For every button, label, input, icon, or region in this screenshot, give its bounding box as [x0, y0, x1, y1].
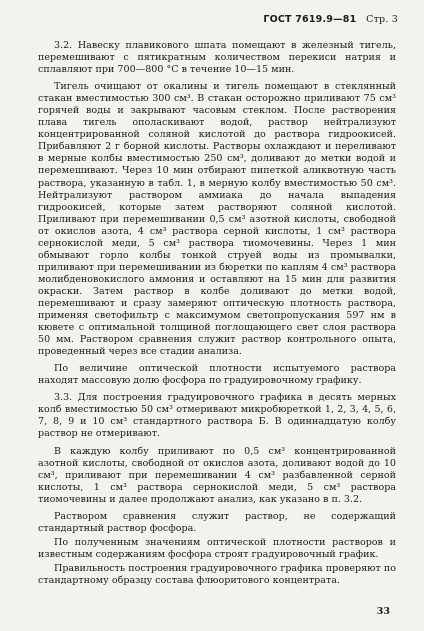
page-header	[263, 14, 398, 25]
paragraph-calibration-steps: В каждую колбу приливают по 0,5 см³ концентрированной азотной кислоты, свободной от окислов азота, доливают водой до 10 см³, приливают при перемешивании 4 см³ разбавленной серной кислоты, 1 см³ раствора сернокислой меди, 5 см³ раствора тиомочевины и далее продолжают анализ, как указано в п. 3.2.	[38, 445, 396, 505]
paragraph-3-2: 3.2. Навеску плавикового шпата помещают в железный тигель, перемешивают с пятикратным количеством перекиси натрия и сплавляют при 700—800 °С в течение 10—15 мин.	[38, 40, 396, 76]
paragraph-build-graph: По полученным значениям оптической плотности растворов и известным содержаниям фосфора строят градуировочный график.	[38, 536, 396, 560]
body-text	[38, 40, 396, 592]
standard-number: ГОСТ 7619.9—81	[263, 14, 357, 25]
paragraph-3-3: 3.3. Для построения градуировочного графика в десять мерных колб вместимостью 50 см³ отмеривают микробюреткой 1, 2, 3, 4, 5, 6, 7, 8, 9 и 10 см³ стандартного раствора Б. В одиннадцатую колбу раствор не отмеривают.	[38, 392, 396, 440]
page-number: 33	[376, 606, 390, 617]
paragraph-verification: Правильность построения градуировочного графика проверяют по стандартному образцу состава флюоритового концентрата.	[38, 562, 396, 586]
paragraph-reference-solution: Раствором сравнения служит раствор, не содержащий стандартный раствор фосфора.	[38, 510, 396, 534]
paragraph-procedure: Тигель очищают от окалины и тигель помещают в стеклянный стакан вместимостью 300 см³. В стакан осторожно приливают 75 см³ горячей воды и закрывают часовым стеклом. После растворения плава тигель ополаскивают водой, раствор нейтрализуют концентрированной соляной кислотой до раствора гидроокисей. Прибавляют 2 г борной кислоты. Растворы охлаждают и переливают в мерные колбы вместимостью 250 см³, доливают до метки водой и перемешивают. Через 10 мин отбирают пипеткой аликвотную часть раствора, указанную в табл. 1, в мерную колбу вместимостью 50 см³. Нейтрализуют раствором аммиака до начала выпадения гидроокисей, которые затем растворяют соляной кислотой. Приливают при перемешивании 0,5 см³ азотной кислоты, свободной от окислов азота, 4 см³ раствора серной кислоты, 1 см³ раствора сернокислой меди, 5 см³ раствора тиомочевины. Через 1 мин обмывают горло колбы тонкой струей воды из промывалки, приливают при перемешивании из бюретки по каплям 4 см³ раствора молибденовокислого аммония и оставляют на 15 мин для развития окраски. Затем раствор в колбе доливают до метки водой, перемешивают и сразу замеряют оптическую плотность раствора, применяя светофильтр с максимумом светопропускания 597 нм в кювете с оптимальной толщиной поглощающего свет слоя раствора 50 мм. Раствором сравнения служит раствор контрольного опыта, проведенный через все стадии анализа.	[38, 81, 396, 358]
paragraph-result: По величине оптической плотности испытуемого раствора находят массовую долю фосфора по градуировочному графику.	[38, 363, 396, 387]
page-label: Стр. 3	[366, 14, 398, 25]
